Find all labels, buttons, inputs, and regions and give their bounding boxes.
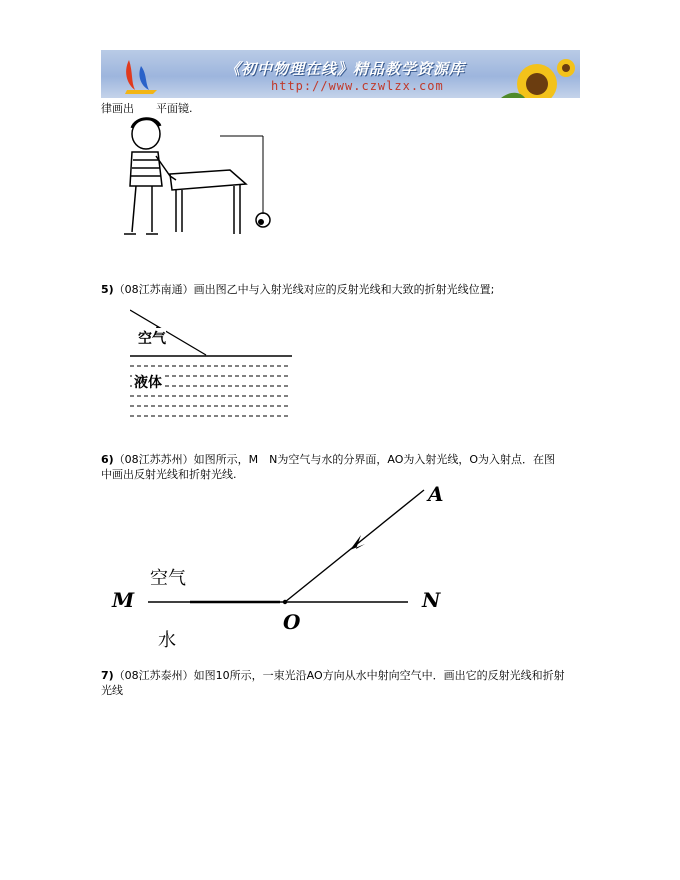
label-liquid: 液体: [132, 372, 164, 392]
label-air-2: 空气: [150, 568, 186, 589]
banner-title: 《初中物理在线》精品教学资源库: [225, 60, 466, 78]
label-air: 空气: [138, 328, 166, 348]
label-A: A: [428, 482, 444, 506]
q5-body: （08江苏南通）画出图乙中与入射光线对应的反射光线和大致的折射光线位置;: [113, 283, 495, 296]
q6-line2: 中画出反射光线和折射光线.: [101, 468, 237, 481]
sunflower-icon: [501, 59, 575, 98]
q6-body-line1: （08江苏苏州）如图所示，M N为空气与水的分界面，AO为入射光线，O为入射点．在图: [113, 453, 556, 466]
q6-number: 6): [101, 453, 114, 466]
label-M: M: [112, 588, 135, 612]
label-O: O: [283, 610, 301, 634]
q7-number: 7): [101, 669, 114, 682]
q7-line1: [101, 668, 565, 683]
q5-number: 5): [101, 283, 114, 296]
label-water: 水: [158, 630, 176, 651]
label-N: N: [422, 588, 441, 612]
figure-mn-interface: [100, 480, 460, 650]
figure-air-liquid: [130, 300, 295, 420]
air-liquid-diagram: [130, 300, 295, 420]
banner-url[interactable]: http://www.czwlzx.com: [271, 79, 444, 93]
q5-text: [101, 282, 494, 297]
q7-body-line1: （08江苏泰州）如图10所示，一束光沿AO方向从水中射向空气中．画出它的反射光线和折射: [113, 669, 565, 682]
header-banner: [101, 50, 580, 98]
q7-line2: 光线: [101, 684, 123, 697]
flame-logo-icon: [125, 60, 157, 94]
q6-line1: [101, 452, 555, 467]
incident-arrow-icon-2: [350, 535, 365, 550]
figure-boy-table: [118, 114, 288, 240]
intro-text: 律画出 平面镜.: [101, 102, 193, 115]
